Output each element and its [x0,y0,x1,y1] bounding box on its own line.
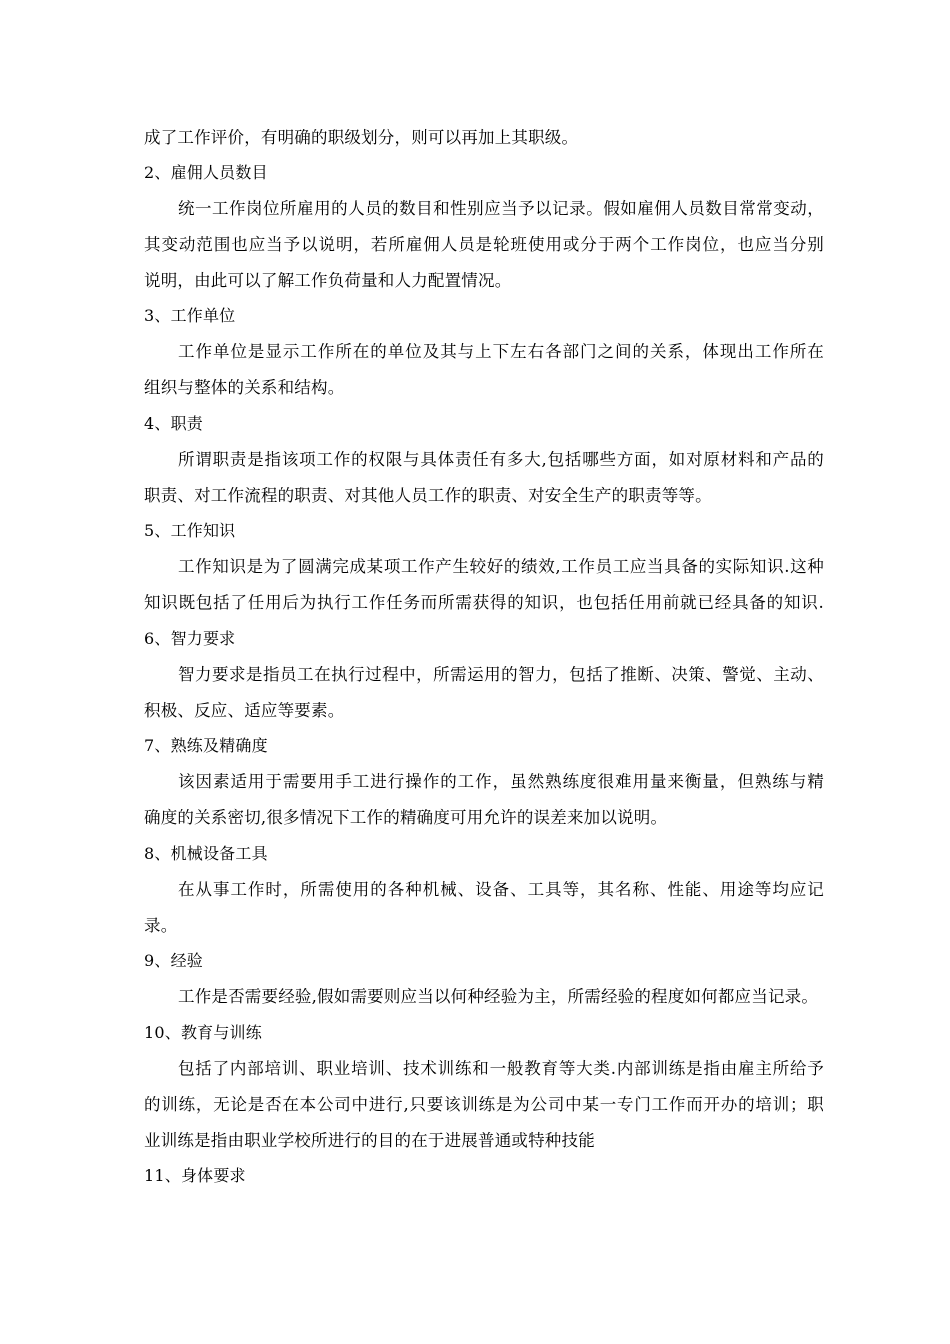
section-heading: 7、熟练及精确度 [144,736,268,755]
paragraph-line: 在从事工作时，所需使用的各种机械、设备、工具等，其名称、性能、用途等均应记 [178,880,824,899]
section-heading: 2、雇佣人员数目 [144,163,268,182]
paragraph-line: 所谓职责是指该项工作的权限与具体责任有多大,包括哪些方面，如对原材料和产品的 [178,450,824,469]
section-heading: 3、工作单位 [144,306,236,325]
paragraph-line: 成了工作评价，有明确的职级划分，则可以再加上其职级。 [144,128,579,147]
paragraph-line: 说明，由此可以了解工作负荷量和人力配置情况。 [144,271,512,290]
paragraph-line: 确度的关系密切,很多情况下工作的精确度可用允许的误差来加以说明。 [144,808,668,827]
paragraph-line: 其变动范围也应当予以说明，若所雇佣人员是轮班使用或分于两个工作岗位，也应当分别 [144,235,824,254]
section-heading: 8、机械设备工具 [144,844,268,863]
paragraph-line: 的训练，无论是否在本公司中进行,只要该训练是为公司中某一专门工作而开办的培训；职 [144,1095,824,1114]
paragraph-line: 职责、对工作流程的职责、对其他人员工作的职责、对安全生产的职责等等。 [144,486,712,505]
section-heading: 5、工作知识 [144,521,236,540]
paragraph-line: 知识既包括了任用后为执行工作任务而所需获得的知识，也包括任用前就已经具备的知识. [144,593,824,612]
paragraph-line: 积极、反应、适应等要素。 [144,701,345,720]
section-heading: 10、教育与训练 [144,1023,262,1042]
paragraph-line: 业训练是指由职业学校所进行的目的在于进展普通或特种技能 [144,1131,595,1150]
paragraph-line: 包括了内部培训、职业培训、技术训练和一般教育等大类.内部训练是指由雇主所给予 [178,1059,824,1078]
section-heading: 9、经验 [144,951,203,970]
paragraph-line: 统一工作岗位所雇用的人员的数目和性别应当予以记录。假如雇佣人员数目常常变动， [178,199,824,218]
paragraph-line: 工作是否需要经验,假如需要则应当以何种经验为主，所需经验的程度如何都应当记录。 [178,987,819,1006]
section-heading: 11、身体要求 [144,1166,246,1185]
paragraph-line: 录。 [144,916,178,935]
section-heading: 6、智力要求 [144,629,236,648]
paragraph-line: 工作知识是为了圆满完成某项工作产生较好的绩效,工作员工应当具备的实际知识.这种 [178,557,824,576]
paragraph-line: 智力要求是指员工在执行过程中，所需运用的智力，包括了推断、决策、警觉、主动、 [178,665,824,684]
paragraph-line: 该因素适用于需要用手工进行操作的工作，虽然熟练度很难用量来衡量，但熟练与精 [178,772,824,791]
paragraph-line: 工作单位是显示工作所在的单位及其与上下左右各部门之间的关系，体现出工作所在 [178,342,824,361]
section-heading: 4、职责 [144,414,203,433]
paragraph-line: 组织与整体的关系和结构。 [144,378,345,397]
